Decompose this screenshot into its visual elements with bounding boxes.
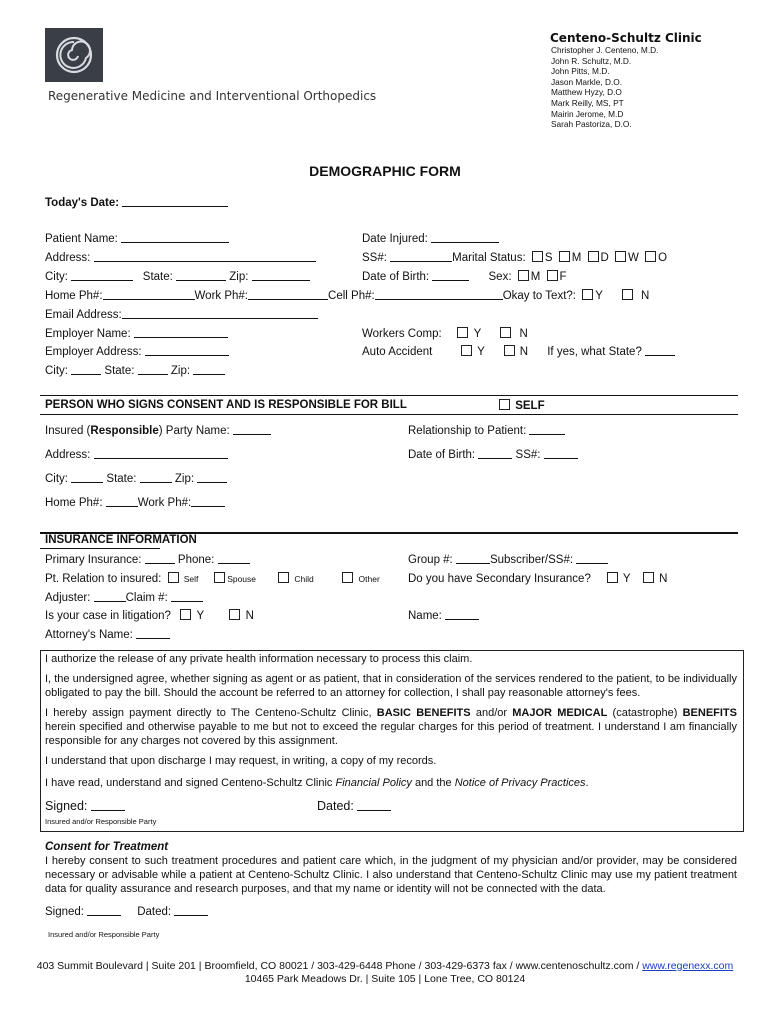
litigation-no-checkbox[interactable] [229, 609, 240, 620]
policy-text-part: and the [411, 777, 455, 789]
spiral-logo-icon [45, 28, 103, 82]
workers-comp-label: Workers Comp: [362, 328, 442, 340]
doctor-name: Christopher J. Centeno, M.D. [551, 45, 659, 55]
insured-name-field[interactable] [233, 424, 271, 435]
relation-other-label: Other [358, 574, 380, 584]
city-state-zip-row [45, 270, 310, 285]
home-phone-label: Home Ph#: [45, 290, 103, 302]
signer-note: Insured and/or Responsible Party [45, 817, 157, 826]
employer-name-label: Employer Name: [45, 328, 131, 340]
group-label: Group #: [408, 554, 453, 566]
secondary-no-checkbox[interactable] [643, 572, 654, 583]
responsible-city-label: City: [45, 473, 68, 485]
employer-zip-label: Zip: [170, 365, 191, 377]
address-row [45, 251, 316, 266]
doctor-name: Mark Reilly, MS, PT [551, 97, 624, 108]
dob-sex-row [362, 270, 567, 285]
doctor-name: Matthew Hyzy, D.O [551, 87, 622, 98]
sex-label: Sex: [488, 271, 512, 283]
assignment-text-bold: BASIC BENEFITS [376, 707, 471, 719]
group-subscriber-row [408, 553, 608, 568]
responsible-address-field[interactable] [94, 448, 228, 459]
patient-name-label: Patient Name: [45, 233, 118, 245]
address-field[interactable] [94, 251, 316, 262]
phones-row [45, 289, 649, 304]
doctor-name: Sarah Pastoriza, D.O. [551, 119, 632, 130]
todays-date-row [45, 196, 228, 211]
employer-city-field[interactable] [71, 364, 101, 375]
subscriber-label: Subscriber/SS#: [489, 554, 574, 566]
responsible-state-field[interactable] [140, 472, 172, 483]
responsible-heading: PERSON WHO SIGNS CONSENT AND IS RESPONSIBLE FOR BILL [45, 399, 407, 411]
marital-status-label: Marital Status: [452, 252, 526, 264]
responsible-dob-field[interactable] [478, 448, 512, 459]
consent-signed-label: Signed: [45, 906, 85, 918]
marital-w-label: W [628, 252, 639, 264]
litigation-yes-checkbox[interactable] [180, 609, 191, 620]
secondary-yes-label: Y [622, 573, 631, 585]
insurance-phone-field[interactable] [218, 553, 250, 564]
authorization-dated-row [317, 799, 391, 814]
self-label: SELF [515, 400, 545, 412]
marital-m-checkbox[interactable] [559, 251, 570, 262]
assignment-text-part: and/or [470, 707, 513, 719]
marital-s-label: S [544, 252, 553, 264]
authorization-assignment-text [45, 706, 737, 748]
state-label: State: [142, 271, 173, 283]
auto-accident-no-label: N [519, 346, 529, 358]
consent-date-field[interactable] [174, 905, 208, 916]
section-divider [40, 395, 738, 396]
email-row [45, 308, 318, 323]
okay-text-yes-checkbox[interactable] [582, 289, 593, 300]
clinic-name: Centeno-Schultz Clinic [550, 31, 702, 45]
todays-date-label: Today's Date: [45, 197, 120, 209]
employer-state-label: State: [104, 365, 135, 377]
footer-contact-text: 403 Summit Boulevard | Suite 201 | Broomfield, CO 80021 / 303-429-6448 Phone / 303-429-6373 fax / www.centenoschultz.com / [36, 960, 643, 972]
relationship-field[interactable] [529, 424, 565, 435]
insured-name-row [45, 424, 271, 439]
footer-second-address: 10465 Park Meadows Dr. | Suite 105 | Lone Tree, CO 80124 [244, 973, 526, 985]
auto-accident-row [362, 345, 675, 360]
assignment-text-bold: MAJOR MEDICAL [512, 707, 608, 719]
doctor-name: Jason Markle, D.O. [551, 76, 623, 87]
litigation-no-label: N [245, 610, 254, 622]
insured-label-suffix: ) Party Name: [158, 425, 230, 437]
employer-zip-field[interactable] [193, 364, 225, 375]
cell-phone-label: Cell Ph#: [328, 290, 375, 302]
heading-underline [40, 548, 160, 549]
signed-label: Signed: [45, 799, 88, 813]
adjuster-field[interactable] [94, 591, 126, 602]
litigation-name-row [408, 609, 479, 624]
litigation-label: Is your case in litigation? [45, 610, 171, 622]
responsible-home-phone-label: Home Ph#: [45, 497, 103, 509]
primary-insurance-row [45, 553, 250, 568]
responsible-work-phone-field[interactable] [191, 496, 225, 507]
employer-address-row [45, 345, 229, 360]
employer-name-row [45, 327, 228, 342]
secondary-yes-checkbox[interactable] [607, 572, 618, 583]
email-label: Email Address: [45, 309, 122, 321]
adjuster-claim-row [45, 591, 203, 606]
employer-state-field[interactable] [138, 364, 168, 375]
authorization-obligation-text: I, the undersigned agree, whether signing as agent or as patient, that in consideration of the services rendered to the patient, to be individually obligated to pay the bill. Should the account be referred to an attorney for collection, I shall pay reasonable attorney's fees. [45, 673, 737, 699]
subscriber-field[interactable] [576, 553, 608, 564]
relation-spouse-checkbox[interactable] [214, 572, 225, 583]
authorization-release-text: I authorize the release of any private health information necessary to process this claim. [45, 653, 473, 665]
responsible-ss-label: SS#: [515, 449, 541, 461]
patient-name-row [45, 232, 229, 247]
relation-child-checkbox[interactable] [278, 572, 289, 583]
section-divider [40, 414, 738, 415]
doctor-name: John Pitts, M.D. [551, 66, 610, 77]
marital-w-checkbox[interactable] [615, 251, 626, 262]
relation-spouse-label: Spouse [227, 574, 257, 584]
group-field[interactable] [456, 553, 490, 564]
responsible-state-label: State: [106, 473, 137, 485]
city-field[interactable] [71, 270, 133, 281]
adjuster-label: Adjuster: [45, 592, 91, 604]
accident-state-field[interactable] [645, 345, 675, 356]
responsible-zip-label: Zip: [174, 473, 195, 485]
litigation-name-field[interactable] [445, 609, 479, 620]
employer-city-row [45, 364, 225, 379]
work-phone-field[interactable] [248, 289, 328, 300]
email-field[interactable] [122, 308, 318, 319]
workers-comp-no-checkbox[interactable] [500, 327, 511, 338]
secondary-no-label: N [659, 573, 668, 585]
okay-text-label: Okay to Text?: [502, 290, 576, 302]
employer-city-label: City: [45, 365, 68, 377]
responsible-home-phone-field[interactable] [106, 496, 138, 507]
ss-label: SS#: [362, 252, 387, 264]
litigation-name-label: Name: [408, 610, 442, 622]
consent-signature-field[interactable] [87, 905, 121, 916]
dob-field[interactable] [432, 270, 469, 281]
accident-state-label: If yes, what State? [547, 346, 642, 358]
employer-address-field[interactable] [145, 345, 229, 356]
marital-d-checkbox[interactable] [588, 251, 599, 262]
clinic-logo [45, 28, 103, 82]
sex-m-checkbox[interactable] [518, 270, 529, 281]
relation-self-label: Self [183, 574, 199, 584]
relation-label: Pt. Relation to insured: [45, 573, 162, 585]
relationship-row [408, 424, 565, 439]
employer-address-label: Employer Address: [45, 346, 142, 358]
insured-label-bold: Responsible [90, 425, 159, 437]
insurance-phone-label: Phone: [177, 554, 215, 566]
authorization-signed-row [45, 799, 125, 814]
primary-insurance-label: Primary Insurance: [45, 554, 142, 566]
clinic-tagline: Regenerative Medicine and Interventional Orthopedics [48, 89, 377, 103]
doctor-list [551, 45, 658, 130]
regenexx-link[interactable]: www.regenexx.com [642, 960, 734, 972]
state-field[interactable] [176, 270, 226, 281]
okay-text-no-checkbox[interactable] [622, 289, 633, 300]
employer-name-field[interactable] [134, 327, 228, 338]
patient-name-field[interactable] [121, 232, 229, 243]
work-phone-label: Work Ph#: [194, 290, 249, 302]
date-injured-field[interactable] [431, 232, 499, 243]
responsible-city-row [45, 472, 227, 487]
responsible-zip-field[interactable] [197, 472, 227, 483]
sex-f-label: F [559, 271, 567, 283]
authorization-records-text: I understand that upon discharge I may request, in writing, a copy of my records. [45, 755, 437, 767]
workers-comp-row [362, 327, 528, 342]
auto-accident-yes-label: Y [477, 346, 485, 358]
cell-phone-field[interactable] [375, 289, 503, 300]
auto-accident-no-checkbox[interactable] [504, 345, 515, 356]
insured-label-prefix: Insured ( [45, 425, 91, 437]
zip-label: Zip: [229, 271, 249, 283]
sex-m-label: M [530, 271, 541, 283]
okay-text-no-label: N [641, 290, 650, 302]
workers-comp-no-label: N [519, 328, 528, 340]
ss-marital-row [362, 251, 667, 266]
primary-insurance-field[interactable] [145, 553, 175, 564]
attorney-field[interactable] [136, 628, 170, 639]
todays-date-field[interactable] [122, 196, 228, 207]
marital-m-label: M [571, 252, 582, 264]
responsible-ss-field[interactable] [544, 448, 578, 459]
zip-field[interactable] [252, 270, 310, 281]
consent-text: I hereby consent to such treatment procedures and patient care which, in the judgment of my physician and/or provider, may be considered necessary or advisable while a patient at Centeno-Schultz Clinic. I also understand that Centeno-Schultz Clinic may use my patient treatment data for quality assurance and research purposes, and that my name or identity will not be connected with the data. [45, 855, 737, 895]
relation-row [45, 572, 380, 587]
responsible-address-label: Address: [45, 449, 91, 461]
responsible-address-row [45, 448, 228, 463]
dob-label: Date of Birth: [362, 271, 430, 283]
attorney-label: Attorney's Name: [45, 629, 133, 641]
responsible-dob-label: Date of Birth: [408, 449, 476, 461]
relationship-label: Relationship to Patient: [408, 425, 527, 437]
responsible-work-phone-label: Work Ph#: [137, 497, 192, 509]
marital-d-label: D [600, 252, 609, 264]
date-injured-row [362, 232, 499, 247]
policy-text-part: . [585, 777, 589, 789]
city-label: City: [45, 271, 68, 283]
relation-child-label: Child [294, 574, 314, 584]
workers-comp-yes-checkbox[interactable] [457, 327, 468, 338]
attorney-row [45, 628, 170, 643]
policy-text-italic: Financial Policy [335, 777, 412, 789]
responsible-phones-row [45, 496, 225, 511]
address-label: Address: [45, 252, 91, 264]
signature-field[interactable] [91, 800, 125, 811]
footer-address-line [0, 960, 770, 973]
auto-accident-yes-checkbox[interactable] [461, 345, 472, 356]
assignment-text-bold: BENEFITS [682, 707, 737, 719]
policy-text-part: I have read, understand and signed Centeno-Schultz Clinic [45, 777, 336, 789]
responsible-dob-ss-row [408, 448, 578, 463]
home-phone-field[interactable] [103, 289, 195, 300]
ss-field[interactable] [390, 251, 452, 262]
self-checkbox[interactable] [499, 399, 510, 410]
okay-text-yes-label: Y [595, 290, 603, 302]
relation-self-checkbox[interactable] [168, 572, 179, 583]
consent-signer-note: Insured and/or Responsible Party [48, 930, 160, 939]
marital-o-checkbox[interactable] [645, 251, 656, 262]
consent-dated-label: Dated: [137, 906, 172, 918]
authorization-policy-text [45, 776, 737, 790]
marital-s-checkbox[interactable] [532, 251, 543, 262]
secondary-insurance-label: Do you have Secondary Insurance? [408, 573, 591, 585]
date-injured-label: Date Injured: [362, 233, 428, 245]
litigation-yes-label: Y [196, 610, 204, 622]
marital-o-label: O [658, 252, 668, 264]
claim-label: Claim #: [125, 592, 168, 604]
assignment-text-part: (catastrophe) [607, 707, 683, 719]
insurance-heading: INSURANCE INFORMATION [45, 534, 197, 546]
doctor-name: John R. Schultz, M.D. [551, 55, 632, 66]
assignment-text-part: herein specified and otherwise payable to me but not to exceed the regular charges for this period of treatment. I understand I am financially responsible for any charges not covered by this assignment. [45, 721, 737, 747]
consent-signed-row [45, 905, 208, 920]
consent-heading: Consent for Treatment [45, 841, 169, 853]
responsible-city-field[interactable] [71, 472, 103, 483]
date-field[interactable] [357, 800, 391, 811]
relation-other-checkbox[interactable] [342, 572, 353, 583]
secondary-insurance-row [408, 572, 667, 587]
policy-text-italic: Notice of Privacy Practices [454, 777, 586, 789]
auto-accident-label: Auto Accident [362, 346, 433, 358]
doctor-name: Mairin Jerome, M.D [551, 108, 624, 119]
litigation-row [45, 609, 254, 624]
dated-label: Dated: [317, 799, 354, 813]
sex-f-checkbox[interactable] [547, 270, 558, 281]
workers-comp-yes-label: Y [473, 328, 482, 340]
self-option [499, 399, 545, 414]
claim-field[interactable] [171, 591, 203, 602]
assignment-text-part: I hereby assign payment directly to The Centeno-Schultz Clinic, [45, 707, 377, 719]
form-title: DEMOGRAPHIC FORM [309, 163, 461, 179]
